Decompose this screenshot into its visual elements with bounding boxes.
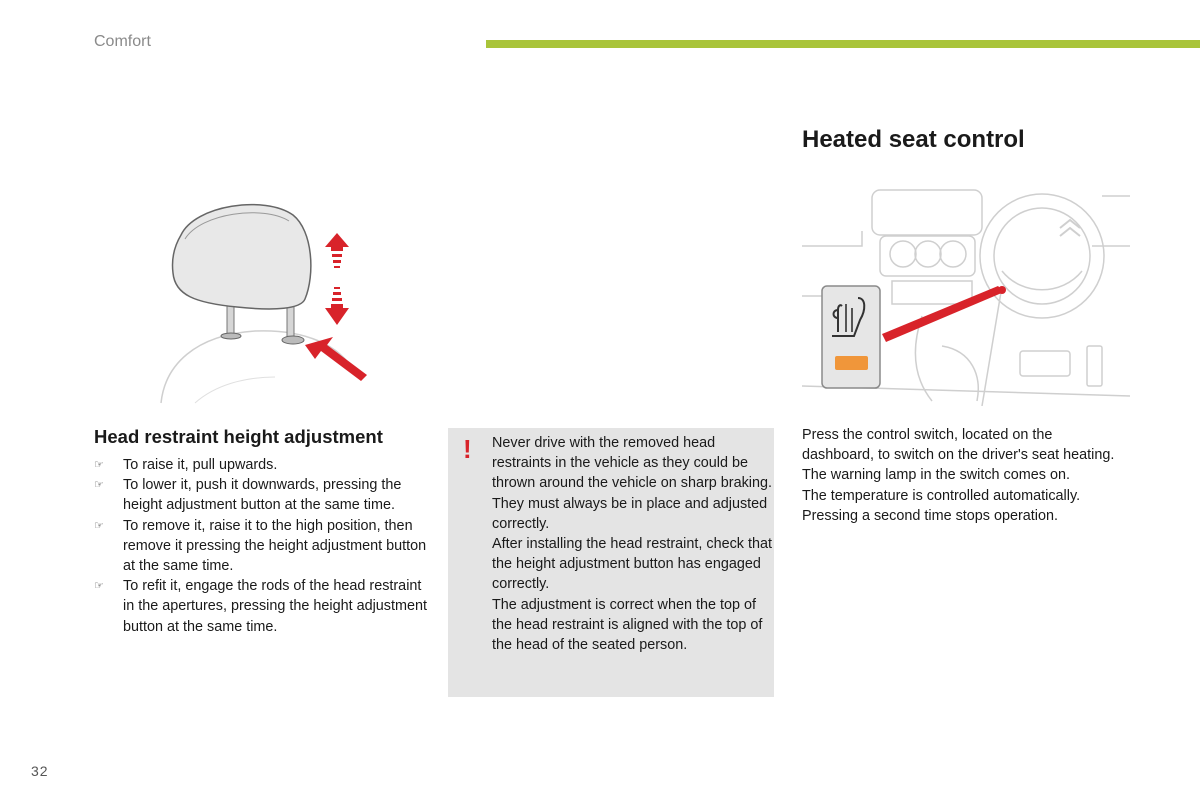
- warning-text: [492, 433, 772, 655]
- pointing-hand-icon: ☞: [94, 580, 104, 593]
- up-arrow-icon: [325, 233, 349, 268]
- list-item: ☞ To lower it, push it downwards, pressing the height adjustment button at the same time.: [94, 477, 402, 514]
- heated-seat-paragraph: The temperature is controlled automatically.: [802, 487, 1081, 504]
- heated-seat-title: Heated seat control: [802, 126, 1025, 153]
- head-restraint-illustration: [155, 195, 375, 415]
- page-number: 32: [31, 763, 49, 779]
- heated-seat-text: [802, 425, 1122, 526]
- warning-paragraph: After installing the head restraint, check that the height adjustment button has engaged correctly.: [492, 536, 772, 593]
- warning-paragraph: Never drive with the removed head restraints in the vehicle as they could be thrown around the vehicle on sharp braking. They must always be in place and adjusted correctly.: [492, 435, 772, 532]
- down-arrow-icon: [325, 287, 349, 325]
- list-item: ☞ To refit it, engage the rods of the head restraint in the apertures, pressing the height adjustment button at the same time.: [94, 578, 427, 635]
- warning-icon: !: [463, 434, 472, 464]
- heated-seat-switch: [822, 286, 880, 388]
- button-pointer-arrow-icon: [305, 337, 367, 381]
- pointing-hand-icon: ☞: [94, 479, 104, 492]
- heated-seat-paragraph: The warning lamp in the switch comes on.: [802, 467, 1070, 484]
- list-item: ☞ To remove it, raise it to the high position, then remove it pressing the height adjustment button at the same time.: [94, 517, 427, 575]
- head-restraint-title: Head restraint height adjustment: [94, 426, 383, 447]
- list-item: ☞ To raise it, pull upwards.: [94, 455, 434, 475]
- pointing-hand-icon: ☞: [94, 459, 104, 471]
- warning-paragraph: The adjustment is correct when the top of the head restraint is aligned with the top of the head of the seated person.: [492, 596, 763, 654]
- header-accent-bar: [486, 40, 1200, 48]
- heated-seat-paragraph: Pressing a second time stops operation.: [802, 507, 1058, 524]
- pointing-hand-icon: ☞: [94, 519, 104, 532]
- dashboard-heated-seat-switch-illustration: [802, 186, 1130, 411]
- heated-seat-paragraph: Press the control switch, located on the dashboard, to switch on the driver's seat heating.: [802, 427, 1115, 464]
- section-label: Comfort: [94, 33, 151, 50]
- head-restraint-steps: [94, 455, 434, 637]
